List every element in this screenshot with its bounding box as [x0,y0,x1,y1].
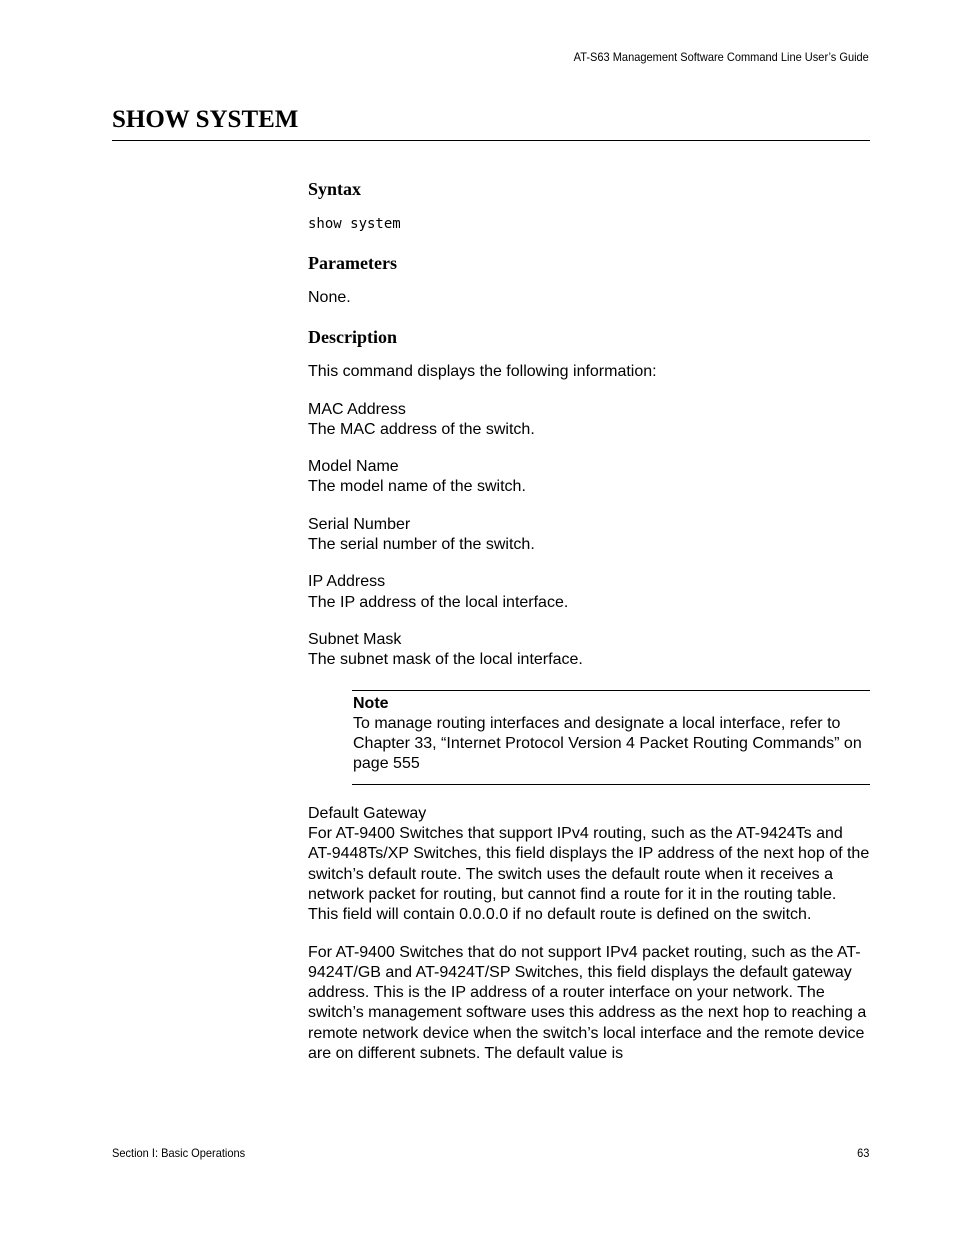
page-title: SHOW SYSTEM [112,106,299,133]
main-content [308,176,870,1064]
footer-page-number: 63 [856,1146,869,1160]
field-desc: The IP address of the local interface. [308,593,569,611]
field-desc: The subnet mask of the local interface. [308,651,583,669]
field-desc: The model name of the switch. [308,478,526,496]
spacer [308,308,870,324]
syntax-heading: Syntax [308,179,362,199]
note-box [352,690,870,785]
gateway-paragraph-2: For AT-9400 Switches that do not support IPv4 packet routing, such as the AT-9424T/GB and AT-9424T/SP Switches, this field displays the default gateway address. This is the IP address of a router interface on your network. The switch’s management software uses this address as the next hop to reaching a remote network device when the switch’s local interface and the remote device are on different subnets. The default value is [308,943,867,1063]
field-serial-number [308,515,870,556]
field-default-gateway [308,804,870,926]
parameters-heading: Parameters [308,253,397,273]
note-text: To manage routing interfaces and designate a local interface, refer to Chapter 33, “Internet Protocol Version 4 Packet Routing Commands” on page 555 [353,714,862,773]
parameters-text: None. [308,289,351,306]
field-name: Serial Number [308,515,411,533]
gateway-paragraph-1: For AT-9400 Switches that support IPv4 routing, such as the AT-9424Ts and AT-9448Ts/XP Switches, this field displays the IP address of the next hop of the switch’s default route. The switch uses the default route when it receives a network packet for routing, but cannot find a route for it in the routing table. This field will contain 0.0.0.0 if no default route is defined on the switch. [308,825,870,924]
field-name: MAC Address [308,400,406,418]
field-subnet-mask [308,630,870,671]
field-ip-address [308,572,870,613]
field-name: Default Gateway [308,804,427,822]
field-desc: The serial number of the switch. [308,536,535,554]
field-name: IP Address [308,573,386,591]
description-intro: This command displays the following information: [308,363,657,381]
note-label: Note [353,694,389,712]
field-model-name [308,457,870,498]
description-heading: Description [308,327,397,348]
footer-section: Section I: Basic Operations [112,1146,246,1160]
syntax-command: show system [308,216,401,232]
running-header: AT-S63 Management Software Command Line User’s Guide [573,50,869,64]
title-rule [112,140,870,141]
field-name: Model Name [308,458,399,476]
field-desc: The MAC address of the switch. [308,420,535,438]
field-name: Subnet Mask [308,630,402,648]
field-mac-address [308,400,870,441]
